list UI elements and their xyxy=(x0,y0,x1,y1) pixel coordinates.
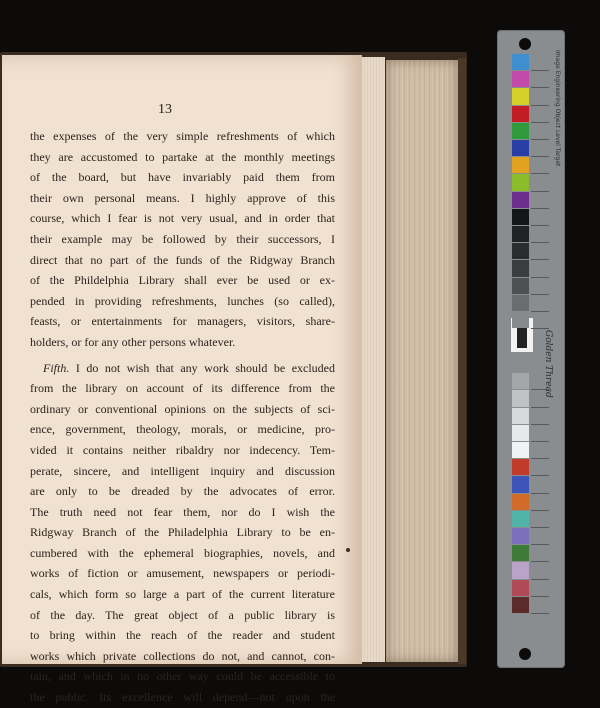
cover-strip xyxy=(458,58,466,664)
text-line: ence, government, theology, morals, or medicine, pro- xyxy=(30,422,335,437)
scale-row xyxy=(531,511,549,528)
text-line: The truth need not fear them, nor do I wish the xyxy=(30,504,335,519)
scale-row xyxy=(531,174,549,191)
text-line: the expenses of the very simple refreshments of which xyxy=(30,129,335,143)
text-line: perate, sincere, and intelligent inquiry and discussion xyxy=(30,463,335,478)
color-swatch xyxy=(512,140,529,156)
color-swatch xyxy=(512,209,529,225)
scale-row xyxy=(531,88,549,105)
color-swatch xyxy=(512,192,529,208)
scale-row xyxy=(531,476,549,493)
text-line: vided it contains neither ribaldry nor indecency. Tem- xyxy=(30,442,335,457)
target-hole-bottom xyxy=(519,648,531,660)
scale-row xyxy=(531,192,549,209)
scale-row xyxy=(531,442,549,459)
color-swatch xyxy=(512,295,529,311)
text-line: of the Phildelphia Library shall ever be used or ex- xyxy=(30,273,335,288)
color-swatch xyxy=(512,123,529,139)
scale-row xyxy=(531,312,549,329)
color-swatch xyxy=(512,528,529,544)
color-swatch xyxy=(512,390,529,406)
scale-row xyxy=(531,528,549,545)
text-line: of the day. The great object of a public library is xyxy=(30,607,335,622)
scale-row xyxy=(531,295,549,312)
text-line: cumbered with the ephemeral biographies, novels, and xyxy=(30,545,335,560)
text-line: Fifth. I do not wish that any work should be excluded xyxy=(43,360,335,375)
text-line: works of fiction or amusement, newspapers or periodi- xyxy=(30,566,335,581)
page-edges xyxy=(362,57,385,662)
text-line: Ridgway Branch of the Philadelphia Library to be en- xyxy=(30,525,335,540)
body-text xyxy=(30,126,335,708)
scale-row xyxy=(531,260,549,277)
color-swatch xyxy=(512,562,529,578)
ink-spot xyxy=(346,548,350,552)
text-line: ordinary or conventional opinions on the subjects of sci- xyxy=(30,401,335,416)
color-swatch xyxy=(512,494,529,510)
color-swatch xyxy=(512,597,529,613)
scale-row xyxy=(531,373,549,390)
text-line: of the board, but have invariably paid them from xyxy=(30,170,335,185)
color-swatch xyxy=(512,260,529,276)
text-line: are only to be dreaded by the advocates of error. xyxy=(30,484,335,499)
text-line: their example may be followed by their successors, I xyxy=(30,231,335,246)
color-swatch xyxy=(512,312,529,328)
scale-row xyxy=(531,123,549,140)
color-swatch xyxy=(512,545,529,561)
text-line: direct that no part of the funds of the Ridgway Branch xyxy=(30,252,335,267)
text-line: pended in providing refreshments, lunches (so called), xyxy=(30,293,335,308)
scale-row xyxy=(531,71,549,88)
color-swatch xyxy=(512,71,529,87)
cloth-cover xyxy=(386,60,458,662)
scale-row xyxy=(531,209,549,226)
scale-row xyxy=(531,157,549,174)
text-line: course, which I fear is not very usual, and in order that xyxy=(30,211,335,226)
target-hole-top xyxy=(519,38,531,50)
color-swatch xyxy=(512,476,529,492)
text-line: works which private collections do not, and cannot, con- xyxy=(30,648,335,663)
text-line: holders, or for any other persons whatever. xyxy=(30,334,236,349)
scale-row xyxy=(531,390,549,407)
color-swatch xyxy=(512,459,529,475)
scale-row xyxy=(531,243,549,260)
color-swatch xyxy=(512,157,529,173)
scale-row xyxy=(531,278,549,295)
color-swatch xyxy=(512,425,529,441)
color-swatch xyxy=(512,278,529,294)
scale-row xyxy=(531,580,549,597)
scale-row xyxy=(531,562,549,579)
text-line: the public. Its excellence will depend—not upon the xyxy=(30,690,335,705)
scale-row xyxy=(531,459,549,476)
color-swatch xyxy=(512,511,529,527)
color-swatch xyxy=(512,226,529,242)
text-line: from the library on account of its difference from the xyxy=(30,381,335,396)
text-line: cals, which form so large a part of the current literature xyxy=(30,587,335,602)
color-checker-target xyxy=(497,30,565,668)
color-swatch xyxy=(512,54,529,70)
target-side-text: Image Engineering Object Level Target xyxy=(554,50,561,167)
scale-row xyxy=(531,545,549,562)
color-swatch xyxy=(512,88,529,104)
text-line: tain, and which in no other way could be accessible to xyxy=(30,669,335,684)
scale-row xyxy=(531,140,549,157)
text-line: they are accustomed to partake at the monthly meetings xyxy=(30,149,335,164)
page-number: 13 xyxy=(158,102,172,117)
color-swatch xyxy=(512,373,529,389)
color-swatch xyxy=(512,408,529,424)
scale-row xyxy=(531,494,549,511)
scale-row xyxy=(531,597,549,614)
scale-row xyxy=(531,54,549,71)
color-swatch xyxy=(512,174,529,190)
target-brand-label: Golden Thread xyxy=(543,330,553,398)
scale-row xyxy=(531,408,549,425)
text-line: feasts, or entertainments for managers, visitors, share- xyxy=(30,314,335,329)
scale-row xyxy=(531,226,549,243)
color-swatch xyxy=(512,243,529,259)
scale-row xyxy=(531,106,549,123)
color-swatch xyxy=(512,442,529,458)
color-swatch xyxy=(512,106,529,122)
scale-row xyxy=(531,425,549,442)
text-line: to bring within the reach of the reader and student xyxy=(30,628,335,643)
color-swatch xyxy=(512,580,529,596)
text-line: their own personal means. I highly approve of this xyxy=(30,190,335,205)
